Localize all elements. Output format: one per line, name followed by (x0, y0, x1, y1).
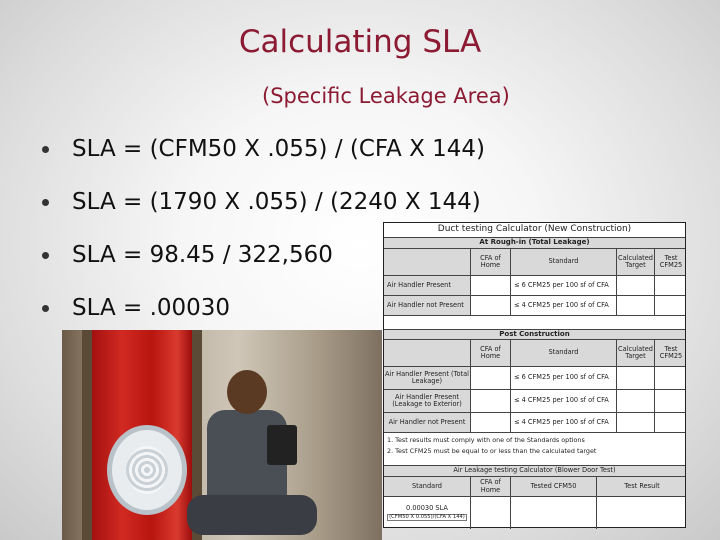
air-leakage-header: Air Leakage testing Calculator (Blower Door Test) (453, 466, 616, 475)
post-construction-header: Post Construction (499, 329, 570, 338)
col-cfa: CFA of Home (470, 340, 510, 366)
air-col-standard: Standard (412, 481, 442, 490)
cfa-cell[interactable] (470, 276, 510, 295)
air-cfa-cell[interactable] (470, 497, 510, 529)
form-note-2: 2. Test CFM25 must be equal to or less than the calculated target (387, 447, 597, 455)
test-cell[interactable] (654, 296, 687, 315)
row-ahp-total: Air Handler Present (Total Leakage) (384, 367, 470, 389)
col-target: Calculated Target (616, 249, 654, 275)
cfa-cell[interactable] (470, 367, 510, 389)
std-cell: ≤ 4 CFM25 per 100 sf of CFA (510, 413, 616, 432)
rough-in-header: At Rough-in (Total Leakage) (479, 238, 590, 247)
air-tested-cell[interactable] (510, 497, 596, 529)
col-test: Test CFM25 (654, 340, 687, 366)
row-ahp: Air Handler Present (384, 276, 470, 295)
col-standard: Standard (510, 249, 616, 275)
form-title: Duct testing Calculator (New Construction) (437, 224, 632, 235)
form-note-1: 1. Test results must comply with one of the Standards options (387, 436, 585, 444)
air-standard-cell (384, 497, 470, 529)
bullet-item: SLA = (1790 X .055) / (2240 X 144) (42, 187, 485, 240)
air-col-tested: Tested CFM50 (510, 477, 596, 496)
cfa-cell[interactable] (470, 390, 510, 412)
test-cell[interactable] (654, 367, 687, 389)
air-standard-formula: (CFM50 X 0.055)/(CFA X 144) (389, 513, 465, 520)
target-cell[interactable] (616, 296, 654, 315)
blank-cell (384, 249, 470, 275)
duct-testing-form (383, 222, 686, 528)
std-cell: ≤ 4 CFM25 per 100 sf of CFA (510, 296, 616, 315)
test-cell[interactable] (654, 276, 687, 295)
air-standard-value: 0.00030 SLA (406, 503, 448, 512)
blower-door-photo (62, 330, 382, 540)
target-cell[interactable] (616, 390, 654, 412)
air-col-cfa: CFA of Home (470, 477, 510, 496)
pressure-gauge (267, 425, 297, 465)
slide-subtitle: (Specific Leakage Area) (262, 84, 510, 108)
bullet-item: SLA = .00030 (42, 293, 485, 346)
col-cfa: CFA of Home (470, 249, 510, 275)
bullet-item: SLA = 98.45 / 322,560 (42, 240, 485, 293)
col-target: Calculated Target (616, 340, 654, 366)
row-ahp-exterior: Air Handler Present (Leakage to Exterior) (384, 390, 470, 412)
slide-title: Calculating SLA (238, 24, 482, 60)
col-standard: Standard (510, 340, 616, 366)
air-col-result: Test Result (596, 477, 687, 496)
technician-legs (187, 495, 317, 535)
cfa-cell[interactable] (470, 296, 510, 315)
blank-cell (384, 340, 470, 366)
blower-fan (107, 425, 187, 515)
target-cell[interactable] (616, 276, 654, 295)
col-test: Test CFM25 (654, 249, 687, 275)
air-result-cell[interactable] (596, 497, 687, 529)
cfa-cell[interactable] (470, 413, 510, 432)
std-cell: ≤ 6 CFM25 per 100 sf of CFA (510, 276, 616, 295)
technician-head (227, 370, 267, 414)
std-cell: ≤ 4 CFM25 per 100 sf of CFA (510, 390, 616, 412)
target-cell[interactable] (616, 413, 654, 432)
bullet-item: SLA = (CFM50 X .055) / (CFA X 144) (42, 134, 485, 187)
row-ahnp-post: Air Handler not Present (384, 413, 470, 432)
std-cell: ≤ 6 CFM25 per 100 sf of CFA (510, 367, 616, 389)
target-cell[interactable] (616, 367, 654, 389)
row-ahnp: Air Handler not Present (384, 296, 470, 315)
test-cell[interactable] (654, 413, 687, 432)
test-cell[interactable] (654, 390, 687, 412)
